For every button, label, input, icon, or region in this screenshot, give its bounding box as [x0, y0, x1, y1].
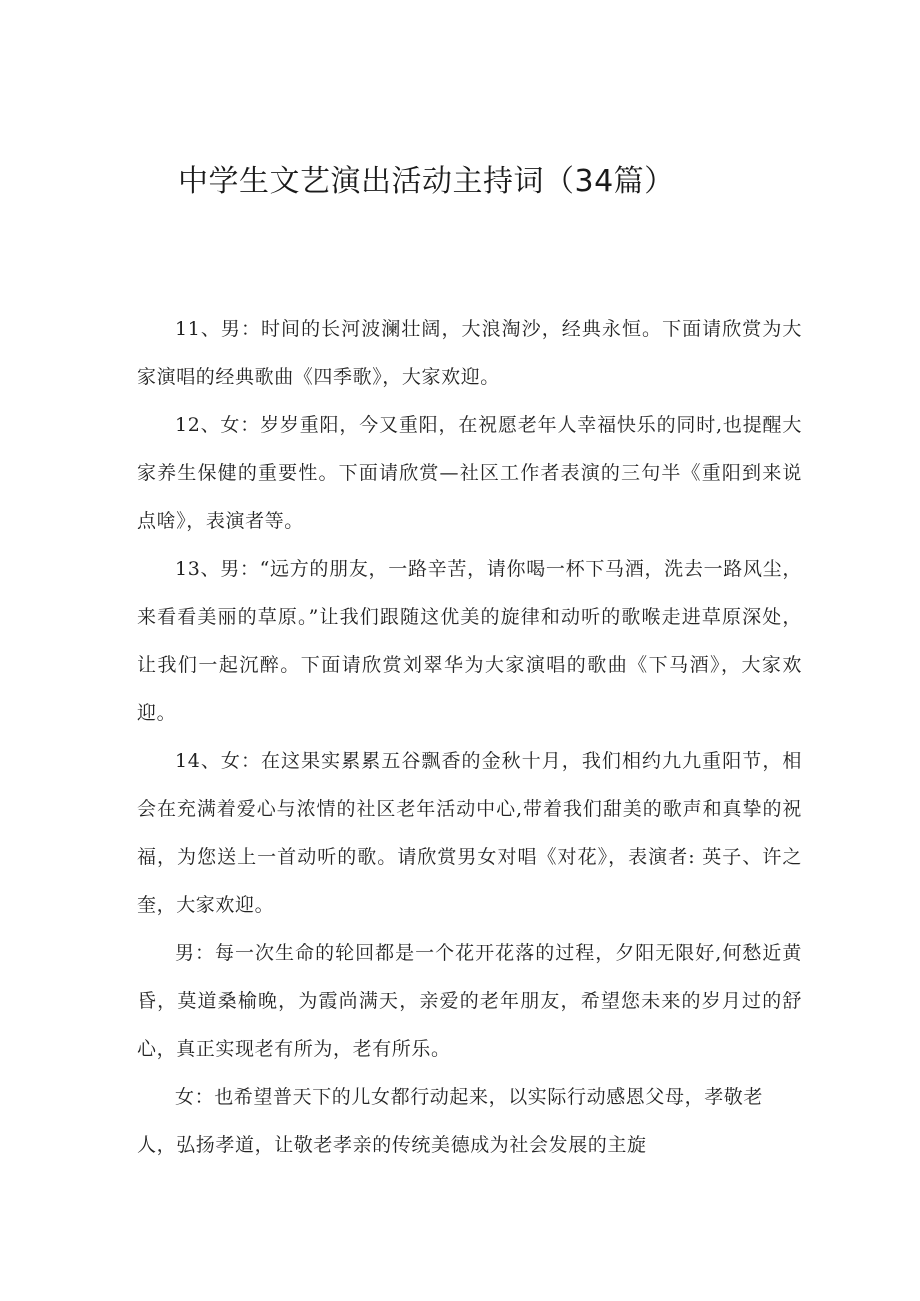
paragraph-female: 女：也希望普天下的儿女都行动起来，以实际行动感恩父母，孝敬老人，弘扬孝道，让敬老孝亲的传统美德成为社会发展的主旋 [137, 1086, 764, 1156]
paragraph-12: 12、女：岁岁重阳，今又重阳，在祝愿老年人幸福快乐的同时,也提醒大家养生保健的重要性。下面请欣赏—社区工作者表演的三句半《重阳到来说点啥》，表演者等。 [137, 414, 802, 532]
document-body [137, 305, 802, 1169]
paragraph-13: 13、男：“远方的朋友，一路辛苦，请你喝一杯下马酒，洗去一路风尘，来看看美丽的草原。”让我们跟随这优美的旋律和动听的歌喉走进草原深处，让我们一起沉醉。下面请欣赏刘翠华为大家演唱的歌曲《下马酒》，大家欢迎。 [137, 558, 802, 724]
document-title: 中学生文艺演出活动主持词（34篇） [178, 164, 675, 199]
paragraph-male: 男：每一次生命的轮回都是一个花开花落的过程，夕阳无限好,何愁近黄昏，莫道桑榆晚，为霞尚满天，亲爱的老年朋友，希望您未来的岁月过的舒心，真正实现老有所为，老有所乐。 [137, 942, 802, 1060]
paragraph-11: 11、男：时间的长河波澜壮阔，大浪淘沙，经典永恒。下面请欣赏为大家演唱的经典歌曲《四季歌》，大家欢迎。 [137, 318, 802, 388]
paragraph-14: 14、女：在这果实累累五谷飘香的金秋十月，我们相约九九重阳节，相会在充满着爱心与浓情的社区老年活动中心,带着我们甜美的歌声和真挚的祝福，为您送上一首动听的歌。请欣赏男女对唱《对花》，表演者: 英子、许之奎，大家欢迎。 [137, 750, 802, 916]
